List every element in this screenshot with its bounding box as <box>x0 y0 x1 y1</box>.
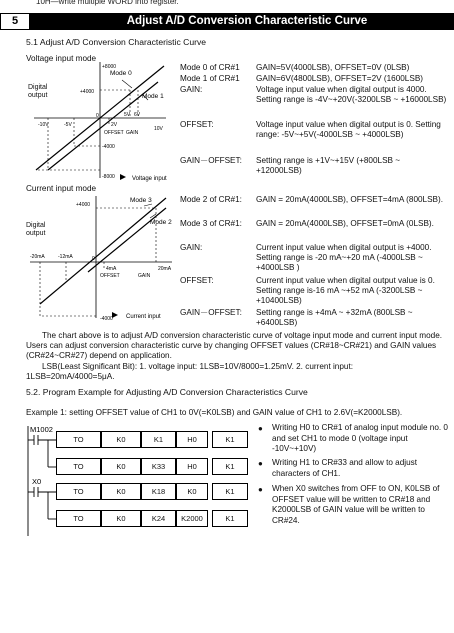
ladder-cell: H0 <box>176 458 208 475</box>
vrow1-value: GAIN=6V(4800LSB), OFFSET=2V (1600LSB) <box>256 74 424 83</box>
bullet-icon: ● <box>258 485 263 494</box>
c-x-4: 4mA <box>106 266 117 272</box>
v-output-label: output <box>28 92 48 99</box>
ladder-cell: K0 <box>101 483 141 500</box>
vrow4-value: Setting range is +1V~+15V (+800LSB ~ +12000LSB) <box>256 156 401 175</box>
ladder-cell: TO <box>56 458 101 475</box>
c-x-m12: -12mA <box>58 254 73 260</box>
v-x-2: 2V <box>111 122 118 128</box>
c-x-m20: -20mA <box>30 254 45 260</box>
ladder-cell: K1 <box>212 510 248 527</box>
c-output-label: output <box>26 230 46 237</box>
v-x-m10: -10V <box>38 122 49 128</box>
ladder-cell: TO <box>56 483 101 500</box>
note-3: When X0 switches from OFF to ON, K0LSB of OFFSET value will be written to CR#18 and K2000LSB of GAIN value will be written to CR#24. <box>272 484 440 525</box>
note-1: Writing H0 to CR#1 of analog input module no. 0 and set CH1 to mode 0 (voltage input -10V~+10V) <box>272 423 448 453</box>
top-line: 10H—write multiple WORD into register. <box>36 0 179 6</box>
v-gain-label: GAIN <box>126 130 139 136</box>
c-digital-label: Digital <box>26 222 46 229</box>
ladder-cell: K1 <box>212 431 248 448</box>
crow0-label: Mode 2 of CR#1: <box>180 195 242 204</box>
v-x-0: 0 <box>96 113 99 119</box>
v-mode1-label: Mode 1 <box>142 93 164 100</box>
contact-x0-label: X0 <box>32 477 42 486</box>
ladder-cell: K18 <box>141 483 176 500</box>
crow1-label: Mode 3 of CR#1: <box>180 219 242 228</box>
mode3-line <box>40 198 166 304</box>
bullet-icon: ● <box>258 459 263 468</box>
arrow-icon <box>112 312 118 318</box>
ladder-cell: K0 <box>101 510 141 527</box>
vrow1-label: Mode 1 of CR#1 <box>180 74 240 83</box>
chapter-title: Adjust A/D Conversion Characteristic Curve <box>126 15 368 27</box>
c-x-label: Current input <box>126 314 161 320</box>
ladder-cell: K33 <box>141 458 176 475</box>
note-2: Writing H1 to CR#33 and allow to adjust characters of CH1. <box>272 458 418 478</box>
ladder-cell: K1 <box>212 458 248 475</box>
v-x-m5: -5V <box>64 122 72 128</box>
ladder-cell: TO <box>56 510 101 527</box>
ladder-cell: K0 <box>101 431 141 448</box>
paragraph-curve-explain: The chart above is to adjust A/D conversion characteristic curve of voltage input mode and current input mode. Users can adjust conversion characteristic curve by changing OFFSET values (CR#18~CR#21) and GAIN values (CR#24~CR#27) depend on application. <box>26 331 443 360</box>
ladder-cell: K24 <box>141 510 176 527</box>
c-mode3-label: Mode 3 <box>130 197 152 204</box>
crow2-value: Current input value when digital output is +4000. Setting range is -20 mA~+20 mA (-4000LSB ~ +4000LSB ) <box>256 243 432 272</box>
arrow-icon <box>120 174 126 180</box>
voltage-chart <box>26 60 178 186</box>
crow4-value: Setting range is +4mA ~ +32mA (800LSB ~ +6400LSB) <box>256 308 413 327</box>
v-offset-label: OFFSET <box>104 130 124 136</box>
ladder-cell: H0 <box>176 431 208 448</box>
c-x-20: 20mA <box>158 266 172 272</box>
crow3-label: OFFSET: <box>180 276 214 285</box>
v-x-10: 10V <box>154 126 163 132</box>
c-x-0: 0 <box>92 256 95 262</box>
v-y-top: +8000 <box>102 64 117 70</box>
chapter-number: 5 <box>0 13 30 30</box>
current-mode-heading: Current input mode <box>26 184 97 193</box>
crow3-value: Current input value when digital output value is 0. Setting range is-16 mA ~+52 mA (-3200LSB ~ +10400LSB) <box>256 276 435 305</box>
crow1-value: GAIN = 20mA(4000LSB), OFFSET=0mA (0LSB). <box>256 219 434 228</box>
contact-m1002-label: M1002 <box>30 425 53 434</box>
v-x-6: 6V <box>134 112 141 118</box>
v-x-label: Voltage input <box>132 176 167 182</box>
section-5-2-title: 5.2. Program Example for Adjusting A/D Conversion Characteristics Curve <box>26 387 308 397</box>
v-x-5: 5V <box>124 112 131 118</box>
c-y-4000: +4000 <box>76 202 91 208</box>
v-mode0-label: Mode 0 <box>110 70 132 77</box>
paragraph-lsb-current: 1LSB=20mA/4000=5μA. <box>26 372 115 381</box>
c-offset-label: OFFSET <box>100 273 120 279</box>
c-mode2-label: Mode 2 <box>150 219 172 226</box>
vrow2-label: GAIN: <box>180 85 203 94</box>
vrow3-value: Voltage input value when digital output is 0. Setting range: -5V~+5V(-4000LSB ~ +4000LSB) <box>256 120 441 139</box>
ladder-cell: K1 <box>212 483 248 500</box>
v-y-m4000: -4000 <box>102 144 115 150</box>
v-digital-label: Digital <box>28 84 48 91</box>
voltage-mode-heading: Voltage input mode <box>26 54 97 63</box>
ladder-cell: K2000 <box>176 510 208 527</box>
c-y-m4000: -4000 <box>100 316 113 322</box>
chapter-header <box>0 13 454 30</box>
example-description: Example 1: setting OFFSET value of CH1 to 0V(=K0LSB) and GAIN value of CH1 to 2.6V(=K2000LSB). <box>26 408 403 417</box>
crow2-label: GAIN: <box>180 243 203 252</box>
paragraph-lsb: LSB(Least Significant Bit): 1. voltage input: 1LSB=10V/8000=1.25mV. 2. current input: <box>42 362 354 371</box>
vrow3-label: OFFSET: <box>180 120 214 129</box>
vrow4-label: GAIN－OFFSET: <box>180 156 242 165</box>
crow4-label: GAIN－OFFSET: <box>180 308 242 317</box>
c-gain-label: GAIN <box>138 273 151 279</box>
bullet-icon: ● <box>258 424 263 433</box>
vrow0-label: Mode 0 of CR#1 <box>180 63 240 72</box>
v-y-m8000: -8000 <box>102 174 115 180</box>
ladder-cell: K0 <box>101 458 141 475</box>
vrow2-value: Voltage input value when digital output is 4000. Setting range is -4V~+20V(-3200LSB ~ +16000LSB) <box>256 85 447 104</box>
ladder-cell: TO <box>56 431 101 448</box>
vrow0-value: GAIN=5V(4000LSB), OFFSET=0V (0LSB) <box>256 63 410 72</box>
ladder-cell: K1 <box>141 431 176 448</box>
crow0-value: GAIN = 20mA(4000LSB), OFFSET=4mA (800LSB). <box>256 195 444 204</box>
v-y-4000: +4000 <box>80 89 95 95</box>
ladder-cell: K0 <box>176 483 208 500</box>
current-chart <box>26 194 178 324</box>
section-5-1-title: 5.1 Adjust A/D Conversion Characteristic Curve <box>26 37 207 47</box>
